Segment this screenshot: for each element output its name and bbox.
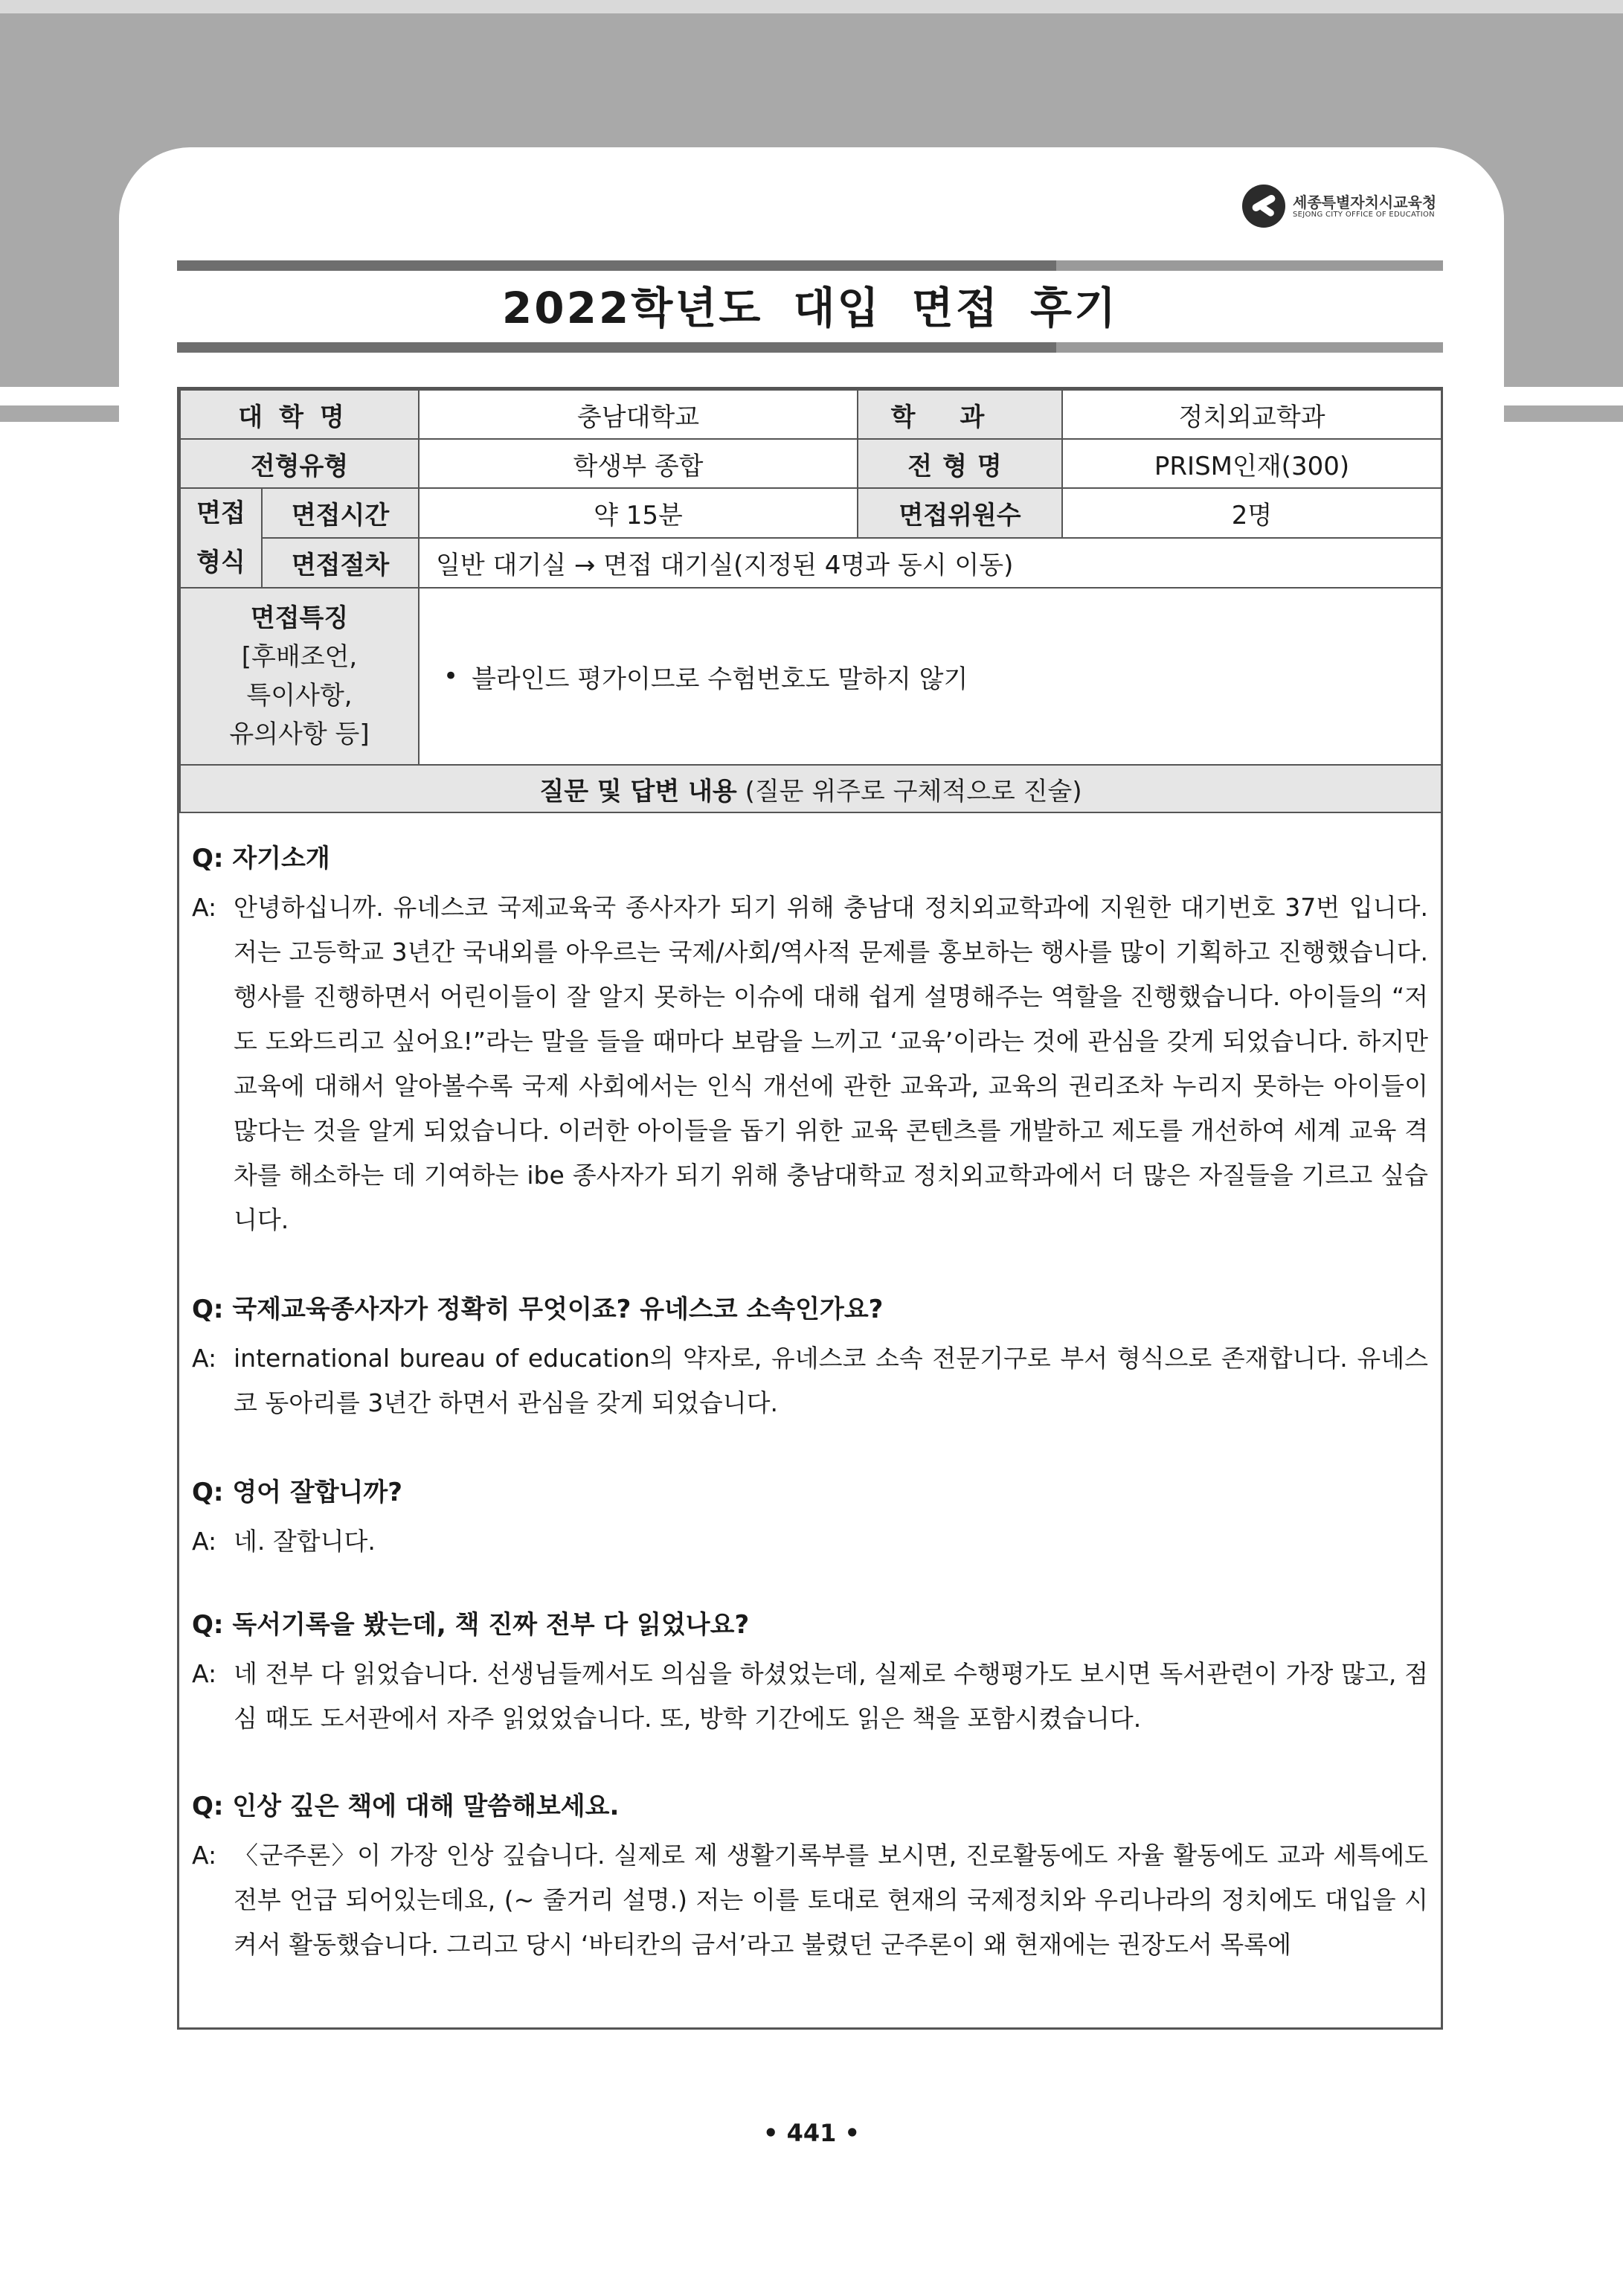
answer-prefix: A: xyxy=(192,1527,217,1556)
admission-name-value: PRISM인재(300) xyxy=(1062,439,1442,488)
question: Q: 국제교육종사자가 정확히 무엇이죠? 유네스코 소속인가요? xyxy=(192,1295,884,1324)
title-rule-top xyxy=(177,260,1443,271)
department-label: 학과 xyxy=(858,390,1062,439)
admission-name-label: 전형명 xyxy=(858,439,1062,488)
page-number: • 441 • xyxy=(763,2119,860,2147)
interview-time-value: 약 15분 xyxy=(419,488,858,538)
org-name-ko: 세종특별자치시교육청 xyxy=(1293,193,1437,211)
answer: international bureau of education의 약자로, 유네스코 소속 전문기구로 부서 형식으로 존재합니다. 유네스코 동아리를 3년간 하면서 관심을 갖게 되었습니다. xyxy=(234,1344,1428,1417)
org-logo xyxy=(1242,185,1436,228)
interviewers-label: 면접위원수 xyxy=(858,488,1062,538)
qa-item xyxy=(192,841,1428,1242)
qa-item xyxy=(192,1292,1428,1426)
answer: 〈군주론〉이 가장 인상 깊습니다. 실제로 제 생활기록부를 보시면, 진로활동에도 자율 활동에도 교과 세특에도 전부 언급 되어있는데요, (~ 줄거리 설명.) 저는 이를 토대로 현재의 국제정치와 우리나라의 정치에도 대입을 시켜서 활동했습니다. 그리고 당시 ‘바티칸의 금서’라고 불렸던 군주론이 왜 현재에는 권장도서 목록에 xyxy=(234,1841,1428,1959)
department-value: 정치외교학과 xyxy=(1062,390,1442,439)
qa-item xyxy=(192,1607,1428,1741)
answer-prefix: A: xyxy=(192,1659,217,1688)
university-value: 충남대학교 xyxy=(419,390,858,439)
interview-features-value xyxy=(419,588,1442,765)
interview-procedure-label: 면접절차 xyxy=(262,538,419,588)
interview-time-label: 면접시간 xyxy=(262,488,419,538)
answer-prefix: A: xyxy=(192,1344,217,1373)
question: Q: 인상 깊은 책에 대해 말씀해보세요. xyxy=(192,1792,620,1821)
feature-item: 블라인드 평가이므로 수험번호도 말하지 않기 xyxy=(472,664,968,694)
answer: 네. 잘합니다. xyxy=(234,1527,376,1556)
side-decor-left xyxy=(0,405,119,422)
org-name-en: SEJONG CITY OFFICE OF EDUCATION xyxy=(1293,210,1435,219)
side-decor-right xyxy=(1504,405,1623,422)
qa-item xyxy=(192,1475,1428,1564)
interview-features-label: 면접특징 [후배조언, 특이사항, 유의사항 등] xyxy=(180,588,419,765)
university-label: 대학명 xyxy=(180,390,419,439)
title-rule-bottom xyxy=(177,342,1443,353)
interview-format-label: 면접 형식 xyxy=(180,488,262,588)
interview-procedure-value: 일반 대기실 → 면접 대기실(지정된 4명과 동시 이동) xyxy=(419,538,1442,588)
question: Q: 영어 잘합니까? xyxy=(192,1478,402,1507)
question: Q: 자기소개 xyxy=(192,844,330,873)
answer-prefix: A: xyxy=(192,1841,217,1870)
info-table xyxy=(179,389,1442,813)
page-title: 2022학년도 대입 면접 후기 xyxy=(501,283,1119,333)
interviewers-value: 2명 xyxy=(1062,488,1442,538)
question: Q: 독서기록을 봤는데, 책 진짜 전부 다 읽었나요? xyxy=(192,1610,750,1640)
qa-section-header: 질문 및 답변 내용 (질문 위주로 구체적으로 진술) xyxy=(180,765,1442,812)
admission-type-value: 학생부 종합 xyxy=(419,439,858,488)
answer: 안녕하십니까. 유네스코 국제교육국 종사자가 되기 위해 충남대 정치외교학과에 지원한 대기번호 37번 입니다. 저는 고등학교 3년간 국내외를 아우르는 국제/사회/역사적 문제를 홍보하는 행사를 많이 기획하고 진행했습니다. 행사를 진행하면서 어린이들이 잘 알지 못하는 이슈에 대해 쉽게 설명해주는 역할을 진행했습니다. 아이들의 “저도 도와드리고 싶어요!”라는 말을 들을 때마다 보람을 느끼고 ‘교육’이라는 것에 관심을 갖게 되었습니다. 하지만 교육에 대해서 알아볼수록 국제 사회에서는 인식 개선에 관한 교육과, 교육의 권리조차 누리지 못하는 아이들이 많다는 것을 알게 되었습니다. 이러한 아이들을 돕기 위한 교육 콘텐츠를 개발하고 제도를 개선하여 세계 교육 격차를 해소하는 데 기여하는 ibe 종사자가 되기 위해 충남대학교 정치외교학과에서 더 많은 자질들을 기르고 싶습니다. xyxy=(234,893,1428,1234)
qa-item xyxy=(192,1789,1428,1967)
answer: 네 전부 다 읽었습니다. 선생님들께서도 의심을 하셨었는데, 실제로 수행평가도 보시면 독서관련이 가장 많고, 점심 때도 도서관에서 자주 읽었었습니다. 또, 방학 기간에도 읽은 책을 포함시켰습니다. xyxy=(234,1659,1428,1733)
bullet-icon: • xyxy=(443,661,459,691)
admission-type-label: 전형유형 xyxy=(180,439,419,488)
education-office-emblem-icon xyxy=(1242,185,1285,228)
answer-prefix: A: xyxy=(192,893,217,922)
